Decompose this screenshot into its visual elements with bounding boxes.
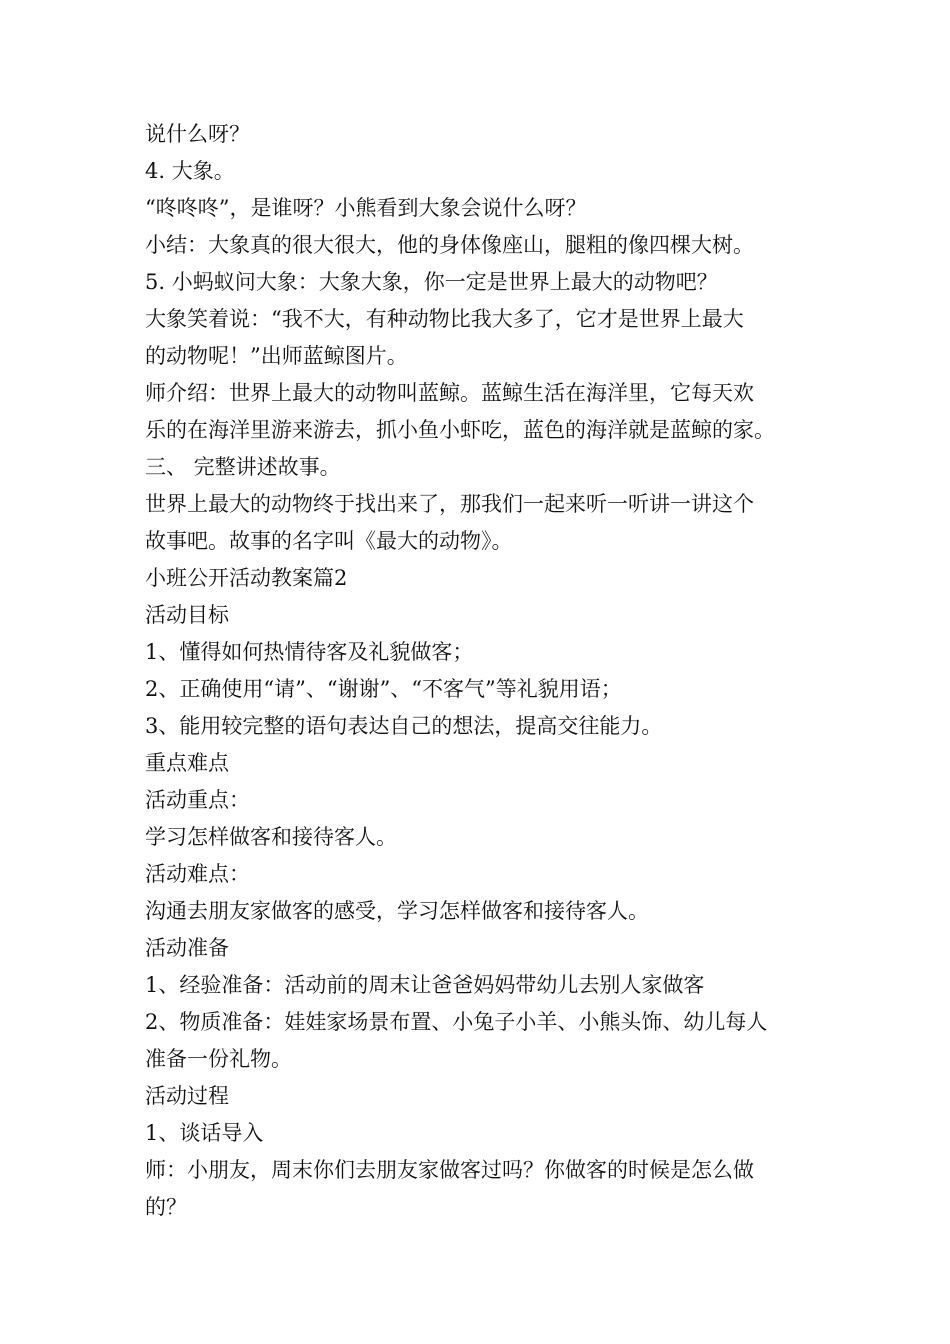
list-item: 3、能用较完整的语句表达自己的想法，提高交往能力。: [145, 714, 663, 738]
list-item: 2、物质准备：娃娃家场景布置、小兔子小羊、小熊头饰、幼儿每人: [145, 1010, 768, 1034]
text-line: 学习怎样做客和接待客人。: [145, 825, 397, 849]
text-line: 师介绍：世界上最大的动物叫蓝鲸。蓝鲸生活在海洋里，它每天欢: [145, 381, 754, 405]
list-item: 2、正确使用“请”、“谢谢”、“不客气”等礼貌用语；: [145, 677, 622, 701]
text-line: 师：小朋友，周末你们去朋友家做客过吗？你做客的时候是怎么做: [145, 1158, 754, 1182]
section-heading: 活动过程: [145, 1084, 229, 1108]
list-item: 5. 小蚂蚁问大象：大象大象，你一定是世界上最大的动物吧？: [145, 270, 718, 294]
list-item: 1、懂得如何热情待客及礼貌做客；: [145, 640, 474, 664]
section-heading: 活动目标: [145, 603, 229, 627]
text-line: 小结：大象真的很大很大，他的身体像座山，腿粗的像四棵大树。: [145, 233, 754, 257]
text-line: 乐的在海洋里游来游去，抓小鱼小虾吃，蓝色的海洋就是蓝鲸的家。: [145, 418, 775, 442]
subheading: 活动重点：: [145, 788, 250, 812]
text-line: 沟通去朋友家做客的感受，学习怎样做客和接待客人。: [145, 899, 649, 923]
section-heading: 三、 完整讲述故事。: [145, 455, 341, 479]
text-line: 说什么呀？: [145, 122, 250, 146]
list-item: 1、谈话导入: [145, 1121, 264, 1145]
document-body: [145, 116, 810, 1226]
text-line: 的动物呢！”出师蓝鲸图片。: [145, 344, 408, 368]
text-line: 的？: [145, 1195, 187, 1219]
text-line: 世界上最大的动物终于找出来了，那我们一起来听一听讲一讲这个: [145, 492, 754, 516]
section-title: 小班公开活动教案篇2: [145, 566, 348, 590]
text-line: 大象笑着说：“我不大，有种动物比我大多了，它才是世界上最大: [145, 307, 744, 331]
list-item: 1、经验准备：活动前的周末让爸爸妈妈带幼儿去别人家做客: [145, 973, 705, 997]
text-line: 故事吧。故事的名字叫《最大的动物》。: [145, 529, 513, 553]
section-heading: 重点难点: [145, 751, 229, 775]
text-line: “咚咚咚”，是谁呀？小熊看到大象会说什么呀？: [145, 196, 587, 220]
section-heading: 活动准备: [145, 936, 229, 960]
list-item: 4. 大象。: [145, 159, 235, 183]
text-line: 准备一份礼物。: [145, 1047, 292, 1071]
subheading: 活动难点：: [145, 862, 250, 886]
